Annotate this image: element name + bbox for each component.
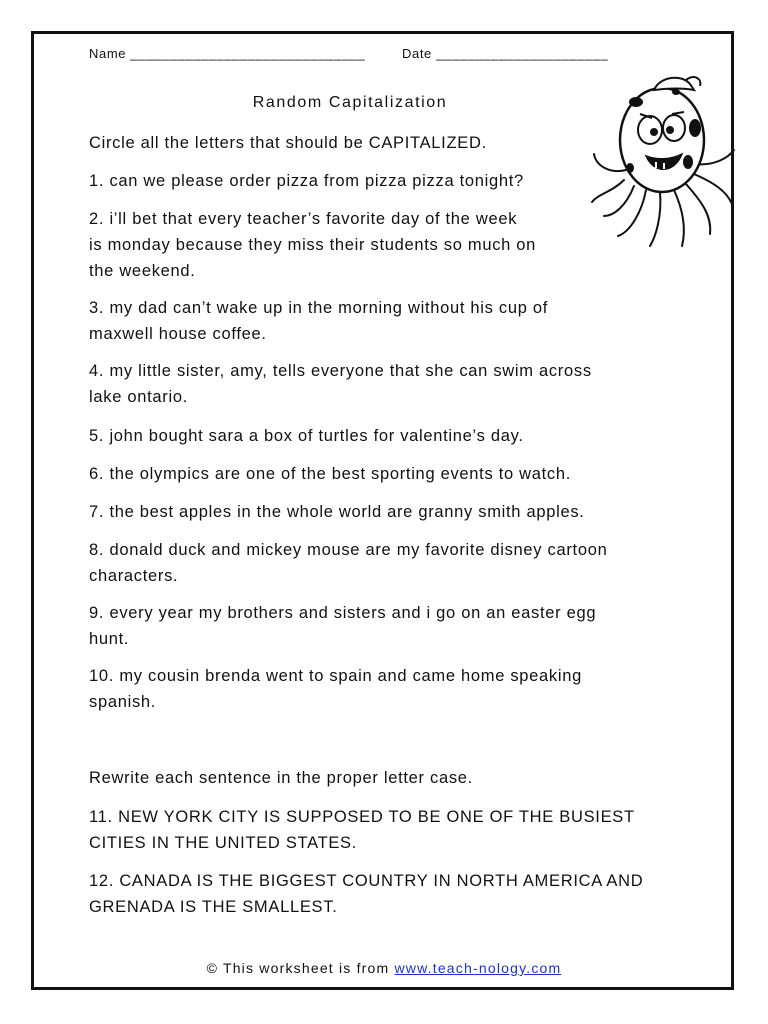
item-line: 3. my dad can’t wake up in the morning without his cup of xyxy=(89,299,549,317)
item-line: hunt. xyxy=(89,630,130,648)
rewrite-item-12 xyxy=(89,868,643,920)
item-line: CITIES IN THE UNITED STATES. xyxy=(89,834,358,852)
item-line: 6. the olympics are one of the best sporting events to watch. xyxy=(89,465,572,483)
item-line: 12. CANADA IS THE BIGGEST COUNTRY IN NORTH AMERICA AND xyxy=(89,872,644,890)
item-line: 7. the best apples in the whole world are granny smith apples. xyxy=(89,503,585,521)
octopus-cartoon-icon xyxy=(590,70,738,250)
footer-prefix: © This worksheet is from xyxy=(206,960,395,976)
list-item-7 xyxy=(89,499,585,525)
item-line: spanish. xyxy=(89,693,157,711)
instructions-rewrite: Rewrite each sentence in the proper letter case. xyxy=(89,769,473,787)
instructions-circle: Circle all the letters that should be CAPITALIZED. xyxy=(89,134,487,152)
item-line: GRENADA IS THE SMALLEST. xyxy=(89,898,338,916)
list-item-3 xyxy=(89,295,548,347)
item-line: the weekend. xyxy=(89,262,196,280)
item-line: lake ontario. xyxy=(89,388,188,406)
item-line: is monday because they miss their students so much on xyxy=(89,236,537,254)
item-line: 4. my little sister, amy, tells everyone that she can swim across xyxy=(89,362,592,380)
list-item-2 xyxy=(89,206,536,284)
item-line: maxwell house coffee. xyxy=(89,325,267,343)
item-line: 8. donald duck and mickey mouse are my favorite disney cartoon xyxy=(89,541,608,559)
list-item-8 xyxy=(89,537,607,589)
item-line: 11. NEW YORK CITY IS SUPPOSED TO BE ONE OF THE BUSIEST xyxy=(89,808,635,826)
footer-credit xyxy=(0,960,768,976)
date-field-label: Date ______________________ xyxy=(402,46,609,61)
item-line: 9. every year my brothers and sisters and i go on an easter egg xyxy=(89,604,597,622)
footer-link[interactable]: www.teach-nology.com xyxy=(394,960,562,976)
item-line: 10. my cousin brenda went to spain and came home speaking xyxy=(89,667,583,685)
list-item-5 xyxy=(89,423,524,449)
list-item-10 xyxy=(89,663,582,715)
item-line: 2. i’ll bet that every teacher’s favorite day of the week xyxy=(89,210,518,228)
list-item-6 xyxy=(89,461,571,487)
list-item-9 xyxy=(89,600,596,652)
list-item-1 xyxy=(89,168,524,194)
item-line: characters. xyxy=(89,567,179,585)
item-line: 5. john bought sara a box of turtles for valentine’s day. xyxy=(89,427,524,445)
name-field-label: Name ______________________________ xyxy=(89,46,366,61)
list-item-4 xyxy=(89,358,592,410)
item-line: 1. can we please order pizza from pizza pizza tonight? xyxy=(89,172,524,190)
rewrite-item-11 xyxy=(89,804,635,856)
worksheet-title: Random Capitalization xyxy=(252,94,448,111)
